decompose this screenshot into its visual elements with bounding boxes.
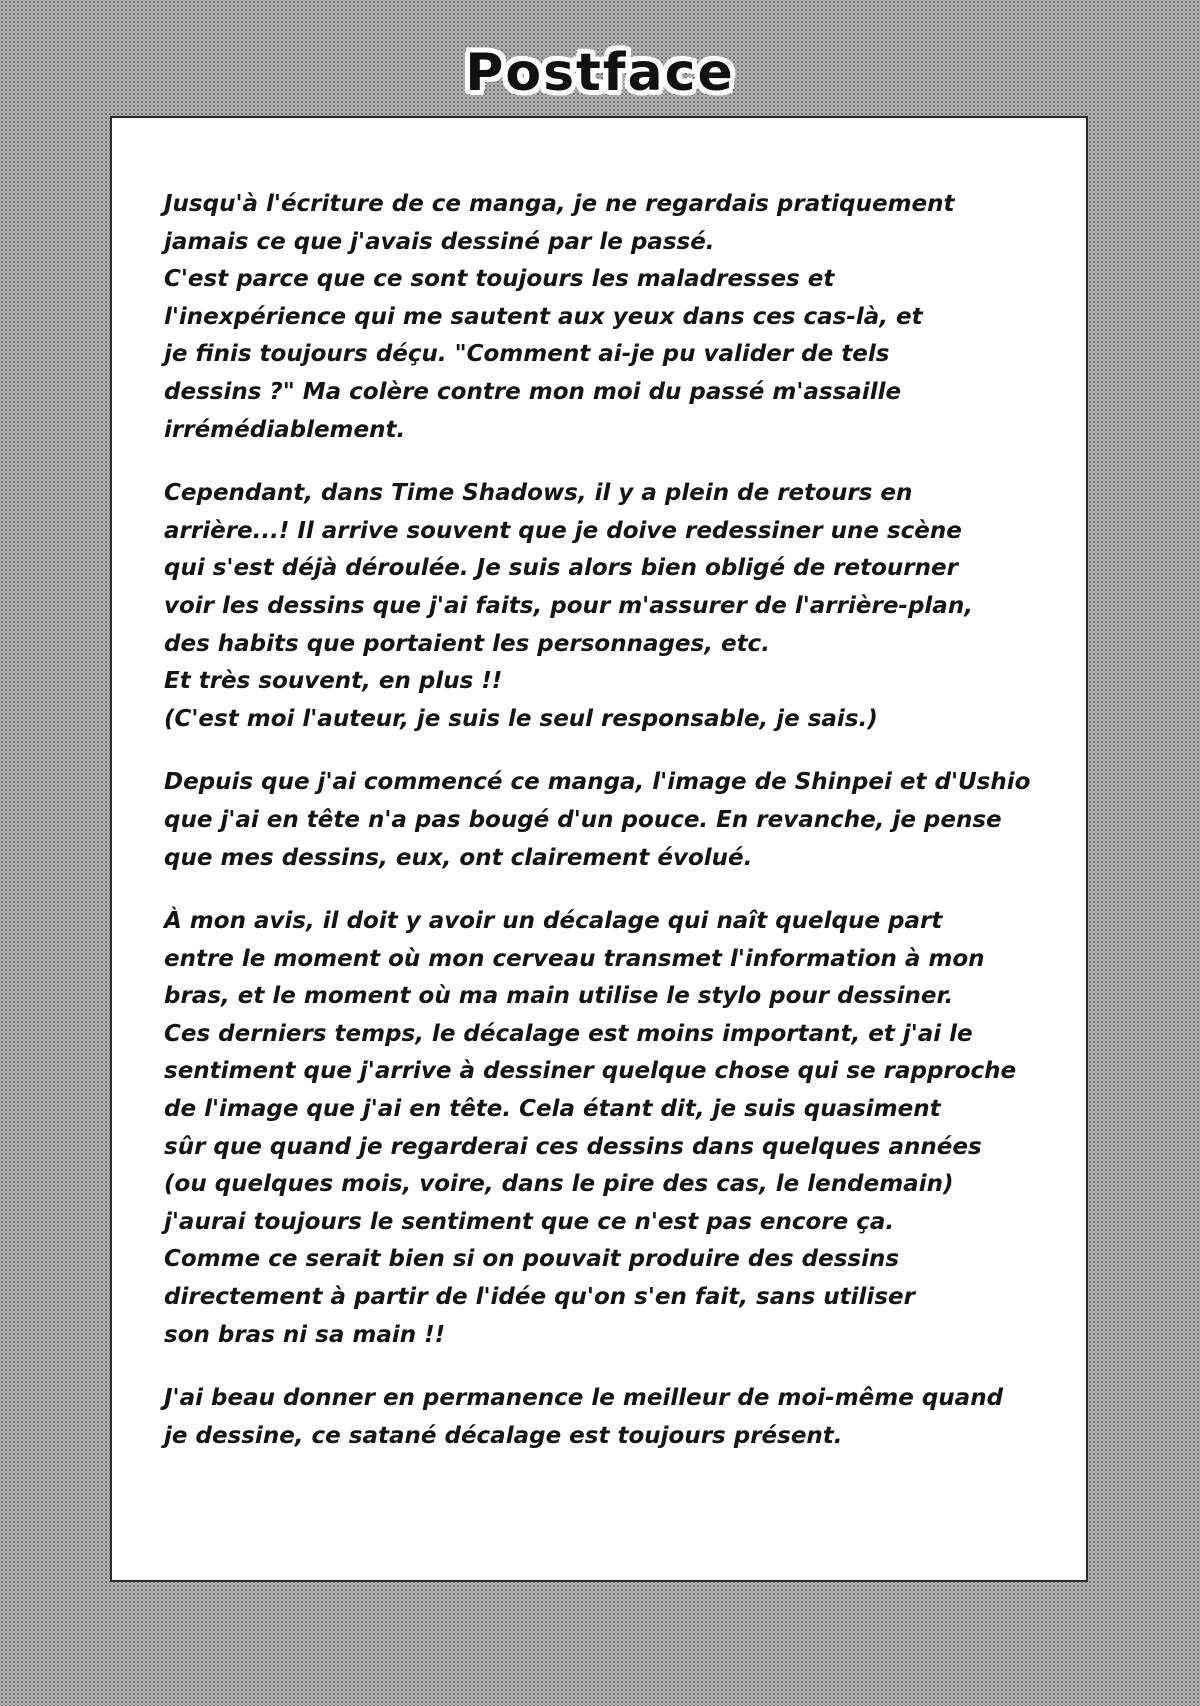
text-line: Et très souvent, en plus !! xyxy=(164,668,503,695)
text-line: (C'est moi l'auteur, je suis le seul responsable, je sais.) xyxy=(164,705,878,732)
paragraph-1 xyxy=(164,186,1064,449)
paragraph-5 xyxy=(164,1380,1064,1455)
text-line: C'est parce que ce sont toujours les maladresses et xyxy=(164,266,835,293)
text-line: qui s'est déjà déroulée. Je suis alors bien obligé de retourner xyxy=(164,555,958,582)
text-line: Cependant, dans Time Shadows, il y a plein de retours en xyxy=(164,480,913,507)
text-line: arrière...! Il arrive souvent que je doive redessiner une scène xyxy=(164,517,962,544)
page-title: Postface xyxy=(465,43,735,103)
text-line: irrémédiablement. xyxy=(164,416,406,443)
text-line: entre le moment où mon cerveau transmet l'information à mon xyxy=(164,945,985,972)
text-line: directement à partir de l'idée qu'on s'en fait, sans utiliser xyxy=(164,1284,915,1311)
text-line: dessins ?" Ma colère contre mon moi du passé m'assaille xyxy=(164,378,902,405)
text-line: bras, et le moment où ma main utilise le stylo pour dessiner. xyxy=(164,983,954,1010)
text-line: sûr que quand je regarderai ces dessins dans quelques années xyxy=(164,1133,982,1160)
text-line: je finis toujours déçu. "Comment ai-je pu valider de tels xyxy=(164,341,890,368)
text-line: J'ai beau donner en permanence le meilleur de moi-même quand xyxy=(164,1385,1004,1412)
text-line: Jusqu'à l'écriture de ce manga, je ne regardais pratiquement xyxy=(164,191,955,217)
postface-text xyxy=(164,186,1064,1481)
text-line: voir les dessins que j'ai faits, pour m'assurer de l'arrière-plan, xyxy=(164,592,973,619)
text-line: Ces derniers temps, le décalage est moins important, et j'ai le xyxy=(164,1020,973,1047)
text-line: que mes dessins, eux, ont clairement évolué. xyxy=(164,844,753,871)
paragraph-3 xyxy=(164,764,1064,877)
text-line: j'aurai toujours le sentiment que ce n'est pas encore ça. xyxy=(164,1208,895,1235)
text-line: (ou quelques mois, voire, dans le pire des cas, le lendemain) xyxy=(164,1171,954,1198)
text-line: Depuis que j'ai commencé ce manga, l'image de Shinpei et d'Ushio xyxy=(164,769,1031,796)
paragraph-4 xyxy=(164,903,1064,1354)
text-line: jamais ce que j'avais dessiné par le passé. xyxy=(164,228,715,255)
text-line: de l'image que j'ai en tête. Cela étant dit, je suis quasiment xyxy=(164,1096,941,1123)
paragraph-2 xyxy=(164,475,1064,738)
text-line: l'inexpérience qui me sautent aux yeux dans ces cas-là, et xyxy=(164,303,923,330)
text-line: son bras ni sa main !! xyxy=(164,1321,446,1348)
text-panel xyxy=(110,116,1088,1582)
text-line: que j'ai en tête n'a pas bougé d'un pouce. En revanche, je pense xyxy=(164,806,1002,833)
text-line: je dessine, ce satané décalage est toujours présent. xyxy=(164,1422,843,1449)
text-line: À mon avis, il doit y avoir un décalage qui naît quelque part xyxy=(164,908,943,935)
text-line: des habits que portaient les personnages, etc. xyxy=(164,630,770,657)
text-line: Comme ce serait bien si on pouvait produire des dessins xyxy=(164,1246,900,1273)
text-line: sentiment que j'arrive à dessiner quelque chose qui se rapproche xyxy=(164,1058,1017,1085)
